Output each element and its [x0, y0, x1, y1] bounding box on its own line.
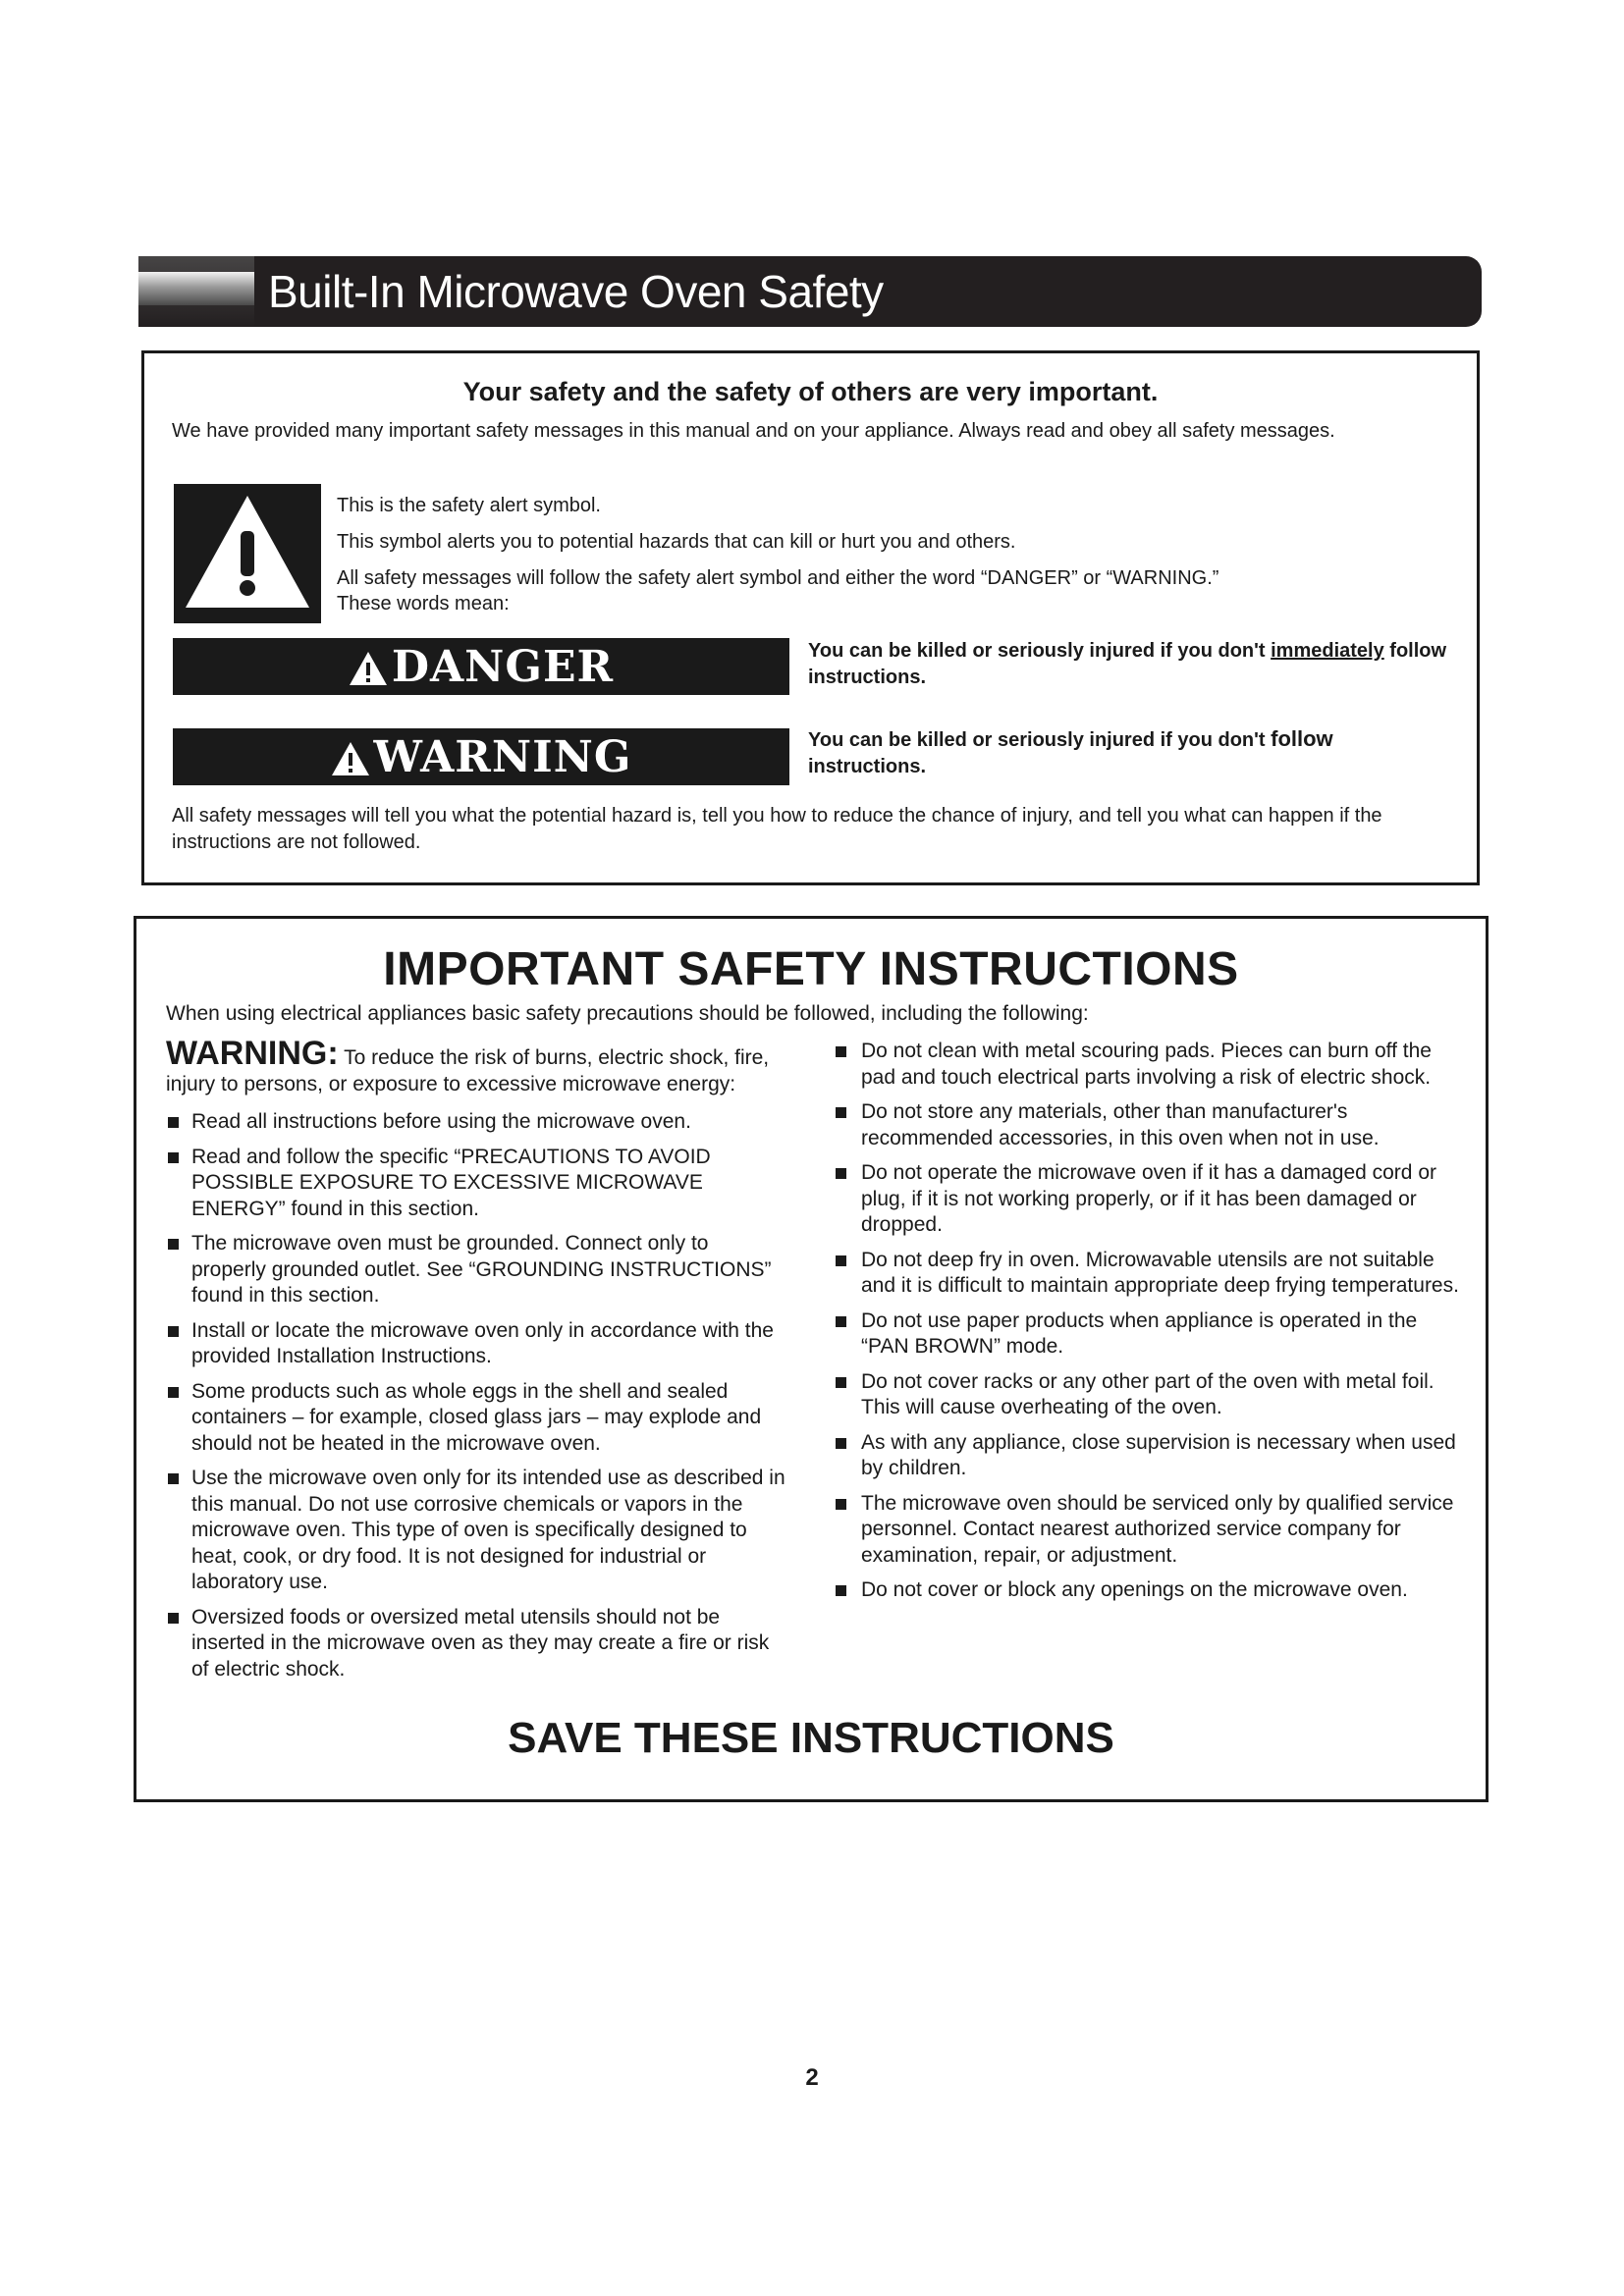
list-item	[834, 1099, 1462, 1151]
bullet-square-icon	[836, 1377, 846, 1388]
safety-alert-description	[337, 493, 1436, 616]
list-item-text: As with any appliance, close supervision is necessary when used by children.	[861, 1430, 1456, 1479]
warning-triangle-icon	[331, 738, 370, 775]
safety-alert-symbol-icon	[174, 484, 321, 623]
danger-label-text: DANGER	[391, 641, 615, 692]
bullet-square-icon	[168, 1152, 179, 1163]
list-item-text: Do not store any materials, other than manufacturer's recommended accessories, in this oven when not in use.	[861, 1100, 1380, 1149]
list-item	[166, 1145, 786, 1223]
save-instructions-title: SAVE THESE INSTRUCTIONS	[508, 1714, 1114, 1762]
alert-line: This is the safety alert symbol.	[337, 495, 601, 516]
section-header-bar	[138, 256, 1482, 327]
left-instruction-list	[166, 1109, 786, 1682]
bullet-square-icon	[168, 1239, 179, 1250]
list-item	[834, 1248, 1462, 1300]
list-item	[834, 1039, 1462, 1091]
list-item-text: Read and follow the specific “PRECAUTIONS TO AVOID POSSIBLE EXPOSURE TO EXCESSIVE MICROWAVE ENERGY” found in this section.	[191, 1145, 711, 1220]
list-item	[834, 1491, 1462, 1570]
bullet-square-icon	[168, 1117, 179, 1128]
right-instruction-list	[834, 1039, 1462, 1604]
list-item	[834, 1430, 1462, 1482]
danger-desc-text: You can be killed or seriously injured if you don't	[808, 640, 1272, 662]
bullet-square-icon	[836, 1046, 846, 1057]
warning-desc-text-end: instructions.	[808, 756, 927, 777]
warning-lead-label: WARNING:	[166, 1035, 339, 1072]
list-item-text: Install or locate the microwave oven only in accordance with the provided Installation Instructions.	[191, 1318, 774, 1367]
alert-line: These words mean:	[337, 593, 510, 614]
safety-messages-outro: All safety messages will tell you what the potential hazard is, tell you how to reduce the chance of injury, and tell you what can happen if the instructions are not followed.	[172, 805, 1382, 853]
instructions-intro: When using electrical appliances basic safety precautions should be followed, including the following:	[166, 1002, 1089, 1025]
safety-importance-title: Your safety and the safety of others are very important.	[462, 377, 1159, 406]
list-item-text: The microwave oven must be grounded. Connect only to properly grounded outlet. See “GROUNDING INSTRUCTIONS” found in this section.	[191, 1232, 772, 1307]
warning-label-text: WARNING	[373, 731, 632, 782]
warning-signal-label	[173, 728, 789, 785]
instructions-right-column	[834, 1039, 1462, 1613]
list-item	[166, 1318, 786, 1370]
list-item	[834, 1369, 1462, 1421]
bullet-square-icon	[168, 1387, 179, 1398]
danger-desc-text-end: follow instructions.	[808, 640, 1447, 688]
bullet-square-icon	[168, 1613, 179, 1624]
warning-triangle-icon	[349, 648, 388, 685]
list-item	[166, 1379, 786, 1458]
list-item-text: Do not cover or block any openings on the microwave oven.	[861, 1578, 1408, 1601]
list-item-text: The microwave oven should be serviced only by qualified service personnel. Contact nearest authorized service company for examination, repair, or adjustment.	[861, 1491, 1454, 1567]
instructions-left-column	[166, 1035, 786, 1691]
warning-lead-paragraph	[166, 1035, 786, 1097]
bullet-square-icon	[836, 1438, 846, 1449]
list-item-text: Do not use paper products when appliance is operated in the “PAN BROWN” mode.	[861, 1308, 1418, 1358]
bullet-square-icon	[836, 1585, 846, 1596]
danger-description	[808, 638, 1456, 691]
danger-desc-emphasis: immediately	[1271, 640, 1384, 662]
page-number: 2	[805, 2064, 819, 2091]
danger-signal-label	[173, 638, 789, 695]
list-item-text: Do not clean with metal scouring pads. Pieces can burn off the pad and touch electrical parts involving a risk of electric shock.	[861, 1040, 1432, 1089]
list-item-text: Some products such as whole eggs in the shell and sealed containers – for example, closed glass jars – may explode and should not be heated in the microwave oven.	[191, 1379, 762, 1455]
safety-importance-box	[141, 350, 1480, 885]
list-item	[834, 1577, 1462, 1604]
header-accent-stripe	[138, 272, 254, 305]
alert-line: All safety messages will follow the safety alert symbol and either the word “DANGER” or “WARNING.”	[337, 567, 1219, 589]
bullet-square-icon	[836, 1316, 846, 1327]
page-title: Built-In Microwave Oven Safety	[268, 266, 884, 317]
bullet-square-icon	[168, 1326, 179, 1337]
warning-desc-text: You can be killed or seriously injured if you don't	[808, 729, 1272, 751]
list-item-text: Do not operate the microwave oven if it has a damaged cord or plug, if it is not working properly, or if it has been damaged or dropped.	[861, 1161, 1436, 1236]
list-item	[166, 1466, 786, 1596]
list-item	[834, 1160, 1462, 1239]
safety-importance-intro: We have provided many important safety messages in this manual and on your appliance. Always read and obey all safety messages.	[172, 420, 1335, 442]
list-item	[166, 1605, 786, 1683]
bullet-square-icon	[836, 1499, 846, 1510]
instructions-title: IMPORTANT SAFETY INSTRUCTIONS	[383, 943, 1239, 995]
bullet-square-icon	[836, 1255, 846, 1266]
warning-desc-emphasis: follow	[1271, 726, 1333, 751]
list-item-text: Oversized foods or oversized metal utensils should not be inserted in the microwave oven as they may create a fire or risk of electric shock.	[191, 1605, 770, 1681]
alert-line: This symbol alerts you to potential hazards that can kill or hurt you and others.	[337, 531, 1016, 553]
list-item	[834, 1308, 1462, 1361]
list-item-text: Use the microwave oven only for its intended use as described in this manual. Do not use corrosive chemicals or vapors in the microwave oven. This type of oven is specifically designed to heat, cook, or dry food. It is not designed for industrial or laboratory use.	[191, 1467, 785, 1593]
warning-lead-text: To reduce the risk of burns, electric shock, fire, injury to persons, or exposure to excessive microwave energy:	[166, 1046, 770, 1095]
bullet-square-icon	[836, 1107, 846, 1118]
bullet-square-icon	[836, 1168, 846, 1179]
bullet-square-icon	[168, 1473, 179, 1484]
list-item-text: Read all instructions before using the microwave oven.	[191, 1110, 691, 1133]
list-item-text: Do not cover racks or any other part of the oven with metal foil. This will cause overheating of the oven.	[861, 1369, 1435, 1418]
important-safety-instructions-box	[134, 916, 1489, 1802]
warning-description	[808, 725, 1456, 780]
list-item-text: Do not deep fry in oven. Microwavable utensils are not suitable and it is difficult to maintain appropriate deep frying temperatures.	[861, 1248, 1459, 1297]
list-item	[166, 1231, 786, 1309]
list-item	[166, 1109, 786, 1136]
